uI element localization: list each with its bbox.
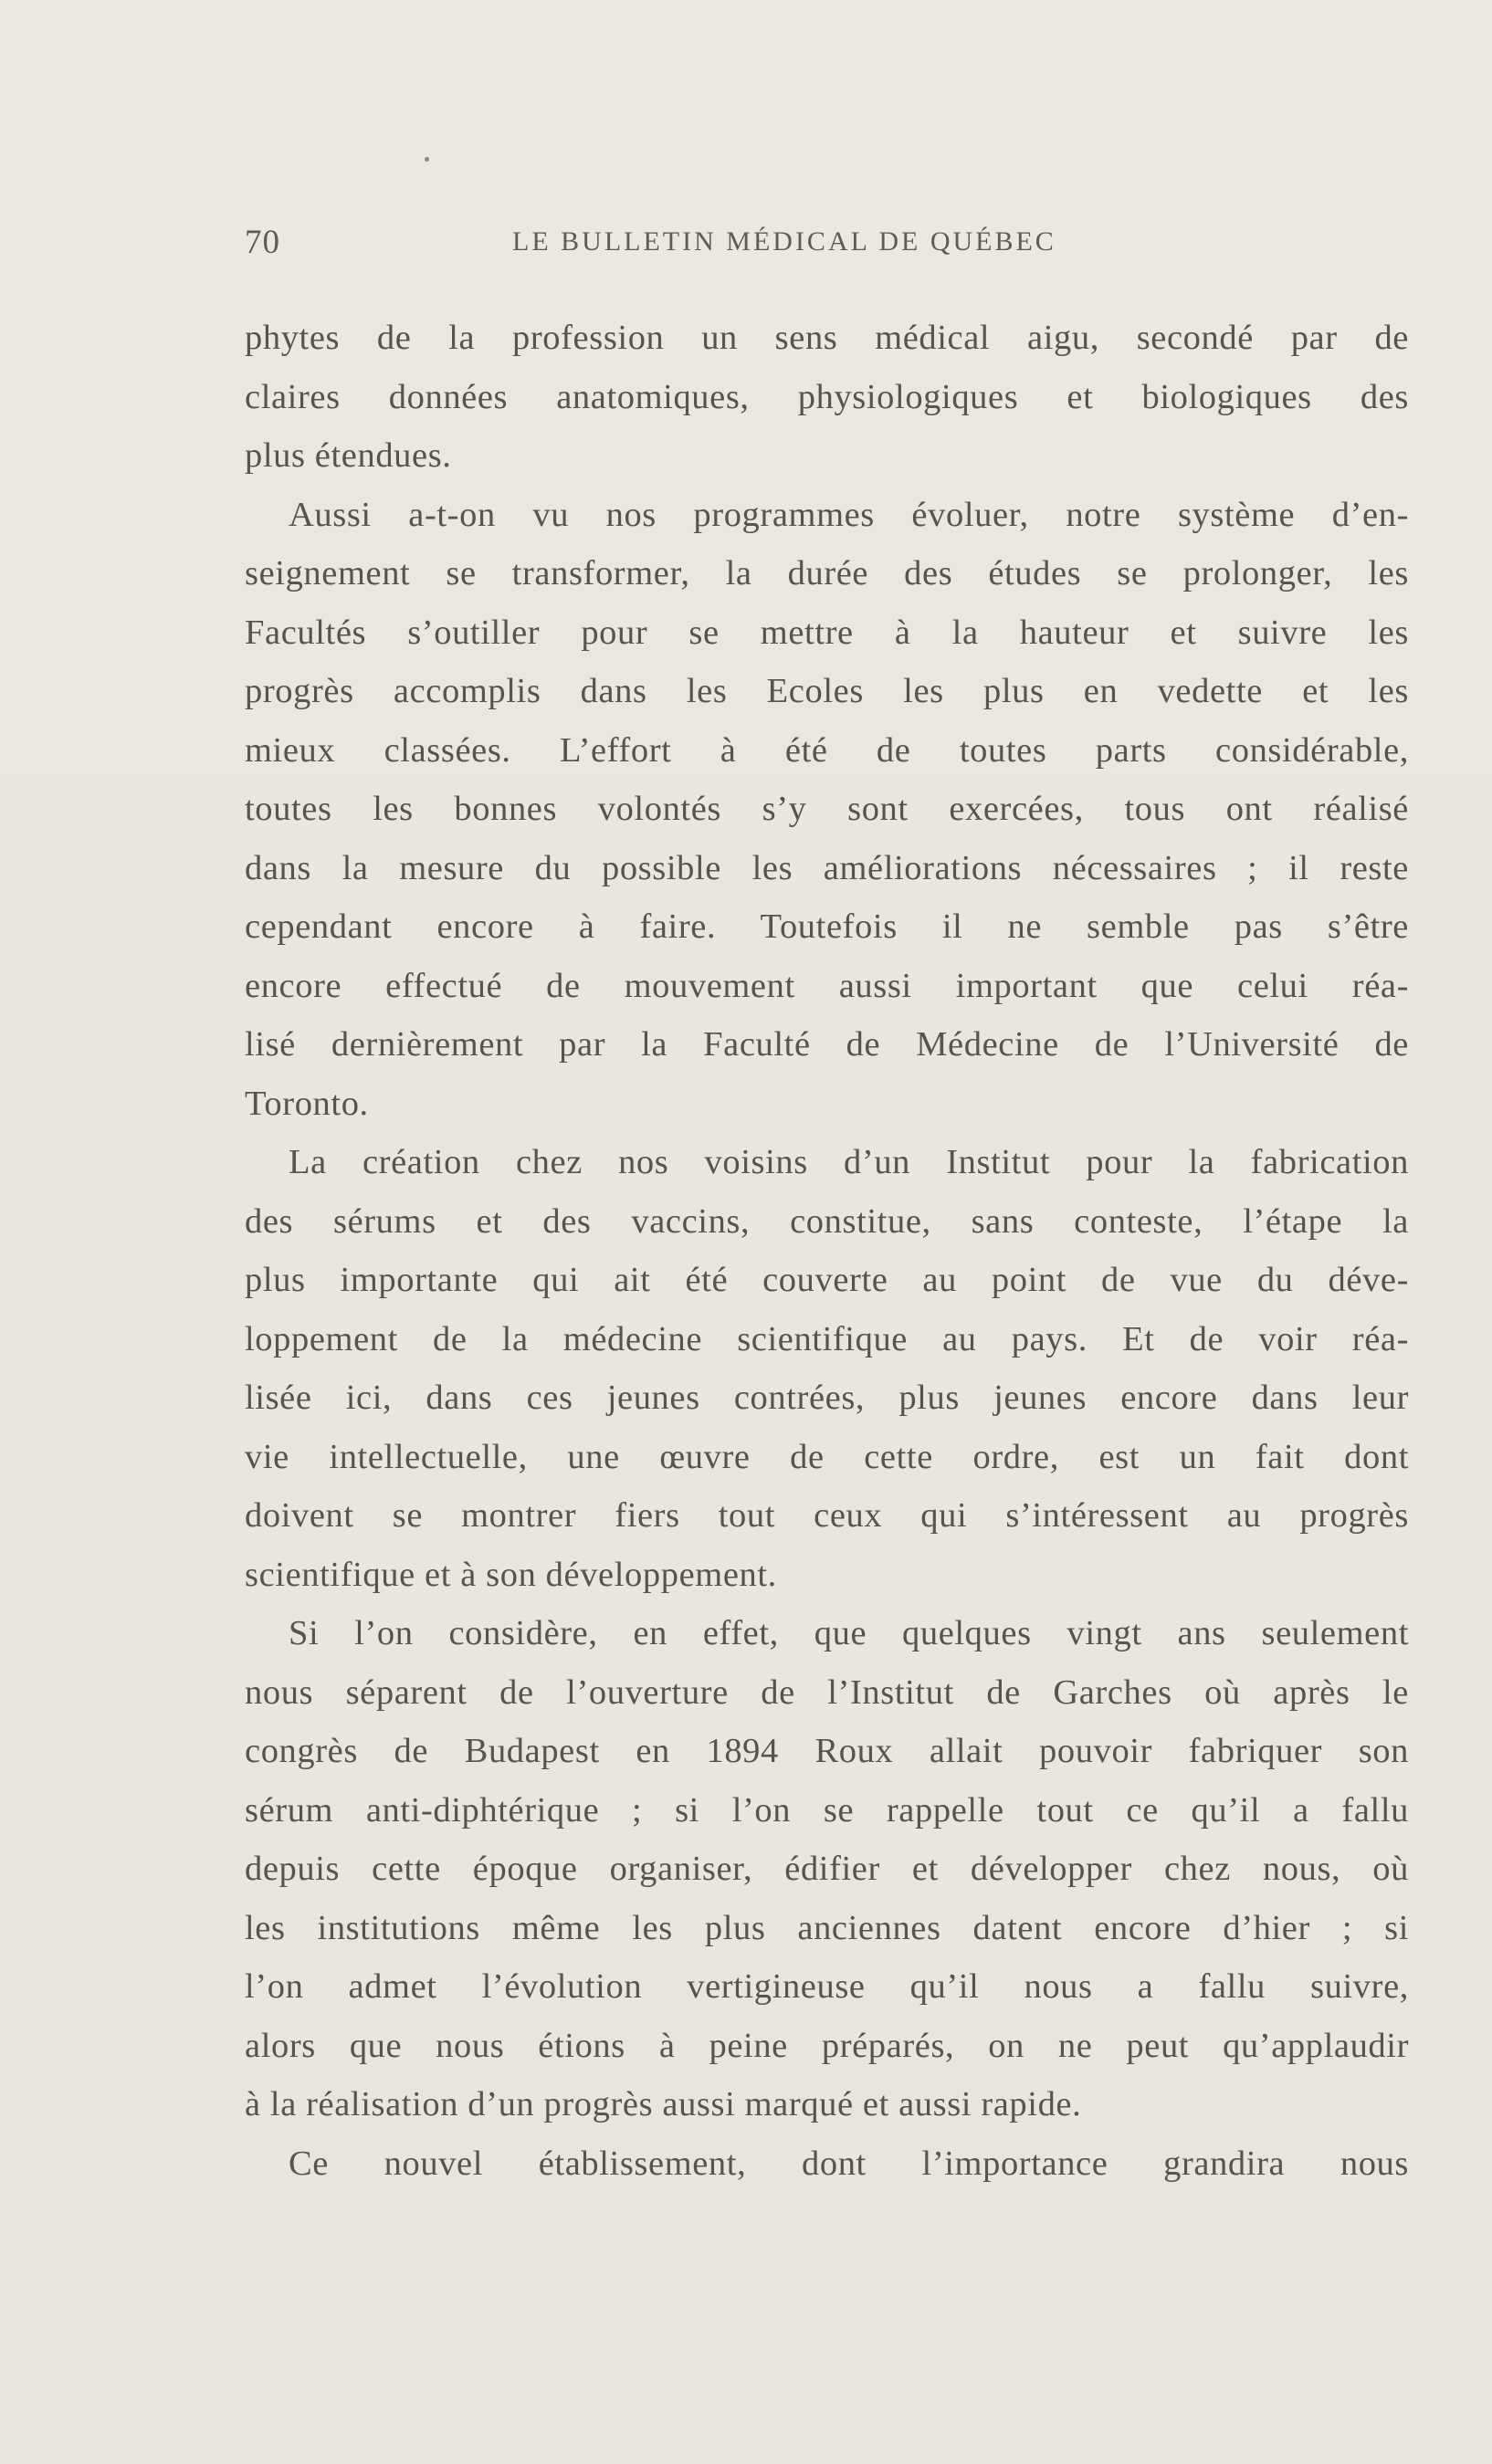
text-line: à la réalisation d’un progrès aussi marqué et aussi rapide.	[245, 2085, 1082, 2123]
text-line: claires données anatomiques, physiologiques et biologiques des	[245, 377, 1409, 416]
text-line: phytes de la profession un sens médical aigu, secondé par de	[245, 319, 1409, 357]
text-line: cependant encore à faire. Toutefois il ne semble pas s’être	[245, 907, 1409, 946]
text-line: toutes les bonnes volontés s’y sont exercées, tous ont réalisé	[245, 790, 1409, 828]
text-line: depuis cette époque organiser, édifier et développer chez nous, où	[245, 1850, 1409, 1888]
text-line: congrès de Budapest en 1894 Roux allait pouvoir fabriquer son	[245, 1732, 1409, 1770]
text-line: dans la mesure du possible les améliorations nécessaires ; il reste	[245, 848, 1409, 887]
text-line: nous séparent de l’ouverture de l’Institut de Garches où après le	[245, 1672, 1409, 1712]
text-line: Facultés s’outiller pour se mettre à la hauteur et suivre les	[245, 613, 1409, 652]
text-line: plus étendues.	[245, 436, 452, 475]
running-head	[245, 223, 1151, 265]
text-line: progrès accomplis dans les Ecoles les plus en vedette et les	[245, 672, 1409, 710]
text-line: plus importante qui ait été couverte au point de vue du déve-	[245, 1261, 1409, 1299]
text-line: lisée ici, dans ces jeunes contrées, plus jeunes encore dans leur	[245, 1379, 1409, 1417]
journal-title: LE BULLETIN MÉDICAL DE QUÉBEC	[512, 226, 1056, 257]
text-line: vie intellectuelle, une œuvre de cette ordre, est un fait dont	[245, 1437, 1409, 1476]
text-line: Aussi a-t-on vu nos programmes évoluer, notre système d’en-	[289, 495, 1409, 534]
text-line: Ce nouvel établissement, dont l’importance grandira nous	[289, 2144, 1409, 2183]
text-line: La création chez nos voisins d’un Institut pour la fabrication	[289, 1143, 1409, 1181]
text-line: doivent se montrer fiers tout ceux qui s’intéressent au progrès	[245, 1496, 1409, 1535]
text-line: scientifique et à son développement.	[245, 1555, 777, 1594]
text-line: les institutions même les plus anciennes datent encore d’hier ; si	[245, 1908, 1409, 1947]
text-line: Si l’on considère, en effet, que quelques vingt ans seulement	[289, 1614, 1409, 1652]
text-line: sérum anti-diphtérique ; si l’on se rappelle tout ce qu’il a fallu	[245, 1790, 1409, 1830]
body-text	[245, 309, 1409, 2193]
text-line: seignement se transformer, la durée des études se prolonger, les	[245, 554, 1409, 592]
text-line: loppement de la médecine scientifique au pays. Et de voir réa-	[245, 1319, 1409, 1358]
ink-speck	[425, 157, 429, 162]
text-line: encore effectué de mouvement aussi important que celui réa-	[245, 966, 1409, 1005]
page-number: 70	[245, 224, 280, 261]
text-line: l’on admet l’évolution vertigineuse qu’il nous a fallu suivre,	[245, 1967, 1409, 2006]
text-line: mieux classées. L’effort à été de toutes parts considérable,	[245, 730, 1409, 770]
text-line: des sérums et des vaccins, constitue, sans conteste, l’étape la	[245, 1201, 1409, 1241]
text-line: lisé dernièrement par la Faculté de Médecine de l’Université de	[245, 1025, 1409, 1064]
text-line: alors que nous étions à peine préparés, on ne peut qu’applaudir	[245, 2026, 1409, 2065]
text-line: Toronto.	[245, 1084, 369, 1123]
